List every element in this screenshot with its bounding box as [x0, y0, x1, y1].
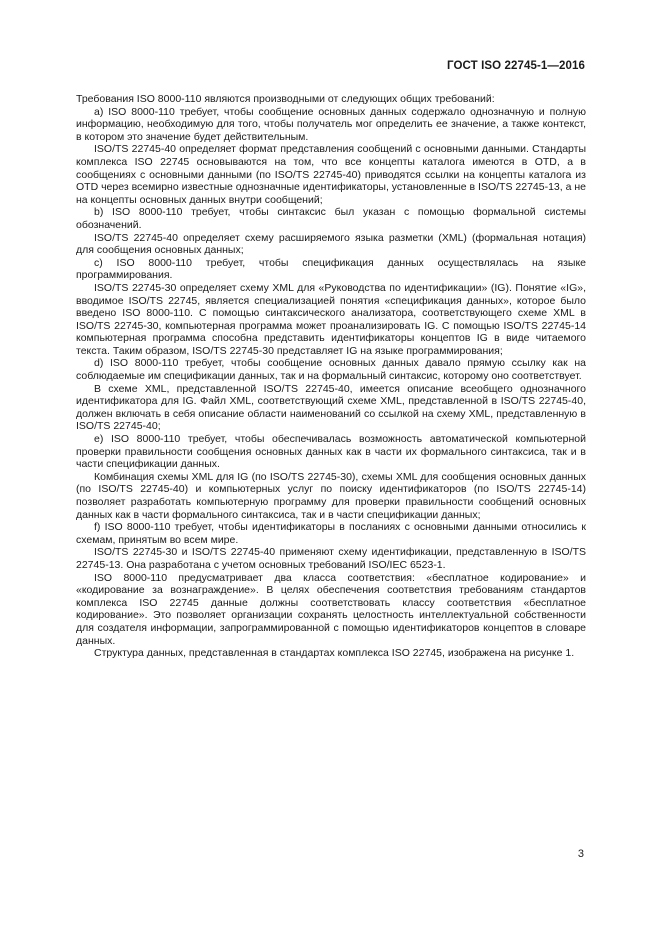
- paragraph-text: ISO/TS 22745-30 определяет схему XML для «Руководства по идентификации» (IG). Понятие «IG», вводимое ISO/TS 22745, является специализацией понятия «спецификация данных», которое было введено ISO 8000-110. С помощью синтаксического анализатора, соответствующего схеме XML в ISO/TS 22745-30, компьютерная программа может проанализировать IG. С помощью ISO/TS 22745-14 компьютерная программа способна представить идентификаторы концептов IG в виде читаемого текста. Таким образом, ISO/TS 22745-30 представляет IG на языке программирования;: [76, 281, 586, 357]
- paragraph-9: [76, 383, 586, 433]
- paragraph-text: ISO/TS 22745-40 определяет формат представления сообщений с основными данными. Стандарты комплекса ISO 22745 основываются на том, что все концепты каталога имеются в OTD, а в сообщениях с основными данными (по ISO/TS 22745-40) приводятся ссылки на концепты каталога из OTD через всемирно известные однозначные идентификаторы, установленные в ISO/TS 22745-13, а не на концепты основных данных внутри сообщений;: [76, 143, 586, 206]
- paragraph-text: ISO 8000-110 предусматривает два класса соответствия: «бесплатное кодирование» и «кодирование за вознаграждение». В целях обеспечения соответствия требованиям стандартов комплекса ISO 22745 данные должны соответствовать классу соответствия «бесплатное кодирование». Это позволяет организации сохранять целостность интеллектуальной собственности для создателя информации, запрограммированной с помощью идентификаторов концептов в словаре данных.: [76, 571, 586, 647]
- page-number: 3: [577, 848, 584, 860]
- paragraph-8: [76, 357, 586, 382]
- paragraph-text: d) ISO 8000-110 требует, чтобы сообщение основных данных давало прямую ссылку как на соблюдаемые им спецификации данных, так и на формальный синтаксис, которому оно соответствует.: [76, 357, 586, 383]
- paragraph-text: b) ISO 8000-110 требует, чтобы синтаксис был указан с помощью формальной системы обозначений.: [76, 206, 586, 231]
- paragraph-text: Структура данных, представленная в стандартах комплекса ISO 22745, изображена на рисунке 1.: [94, 647, 575, 660]
- paragraph-1: [76, 93, 586, 106]
- paragraph-2: [76, 106, 586, 144]
- page-header-standard-number: ГОСТ ISO 22745-1—2016: [447, 60, 585, 72]
- paragraph-text: е) ISO 8000-110 требует, чтобы обеспечивалась возможность автоматической компьютерной проверки правильности сообщения основных данных как в части их формального синтаксиса, так и в части спецификации данных.: [76, 433, 586, 471]
- paragraph-13: [76, 546, 586, 571]
- body-text: [76, 93, 586, 660]
- paragraph-text: ISO/TS 22745-30 и ISO/TS 22745-40 применяют схему идентификации, представленную в ISO/TS 22745-13. Она разработана с учетом основных требований ISO/IEC 6523-1.: [76, 546, 586, 571]
- paragraph-5: [76, 232, 586, 257]
- paragraph-text: а) ISO 8000-110 требует, чтобы сообщение основных данных содержало однозначную и полную информацию, необходимую для того, чтобы получатель мог определить ее значение, а также контекст, в котором это значение будет действительным.: [76, 105, 586, 143]
- paragraph-text: Комбинация схемы XML для IG (по ISO/TS 22745-30), схемы XML для сообщения основных данных (по ISO/TS 22745-40) и компьютерных услуг по поиску идентификаторов (по ISO/TS 22745-14) позволяет разработать компьютерную программу для проверки правильности сообщений основных данных как в части формального синтаксиса, так и в части спецификации данных;: [76, 470, 586, 521]
- paragraph-text: В схеме XML, представленной ISO/TS 22745-40, имеется описание всеобщего однозначного идентификатора для IG. Файл XML, соответствующий схеме XML, представленной в ISO/TS 22745-40, должен включать в себя описание области наименований со ссылкой на схему XML, представленную в ISO/TS 22745-40;: [76, 382, 586, 433]
- paragraph-7: [76, 282, 586, 358]
- paragraph-12: [76, 521, 586, 546]
- paragraph-14: [76, 572, 586, 648]
- paragraph-11: [76, 471, 586, 521]
- paragraph-text: f) ISO 8000-110 требует, чтобы идентификаторы в посланиях с основными данными относились к схемам, принятым во всем мире.: [76, 521, 586, 546]
- paragraph-text: Требования ISO 8000-110 являются производными от следующих общих требований:: [76, 93, 495, 105]
- paragraph-4: [76, 206, 586, 231]
- paragraph-text: c) ISO 8000-110 требует, чтобы спецификация данных осуществлялась на языке программирования.: [76, 256, 586, 282]
- paragraph-10: [76, 433, 586, 471]
- paragraph-3: [76, 143, 586, 206]
- paragraph-text: ISO/TS 22745-40 определяет схему расширяемого языка разметки (XML) (формальная нотация) для сообщения основных данных;: [76, 231, 586, 257]
- paragraph-6: [76, 257, 586, 282]
- paragraph-15: [76, 647, 586, 660]
